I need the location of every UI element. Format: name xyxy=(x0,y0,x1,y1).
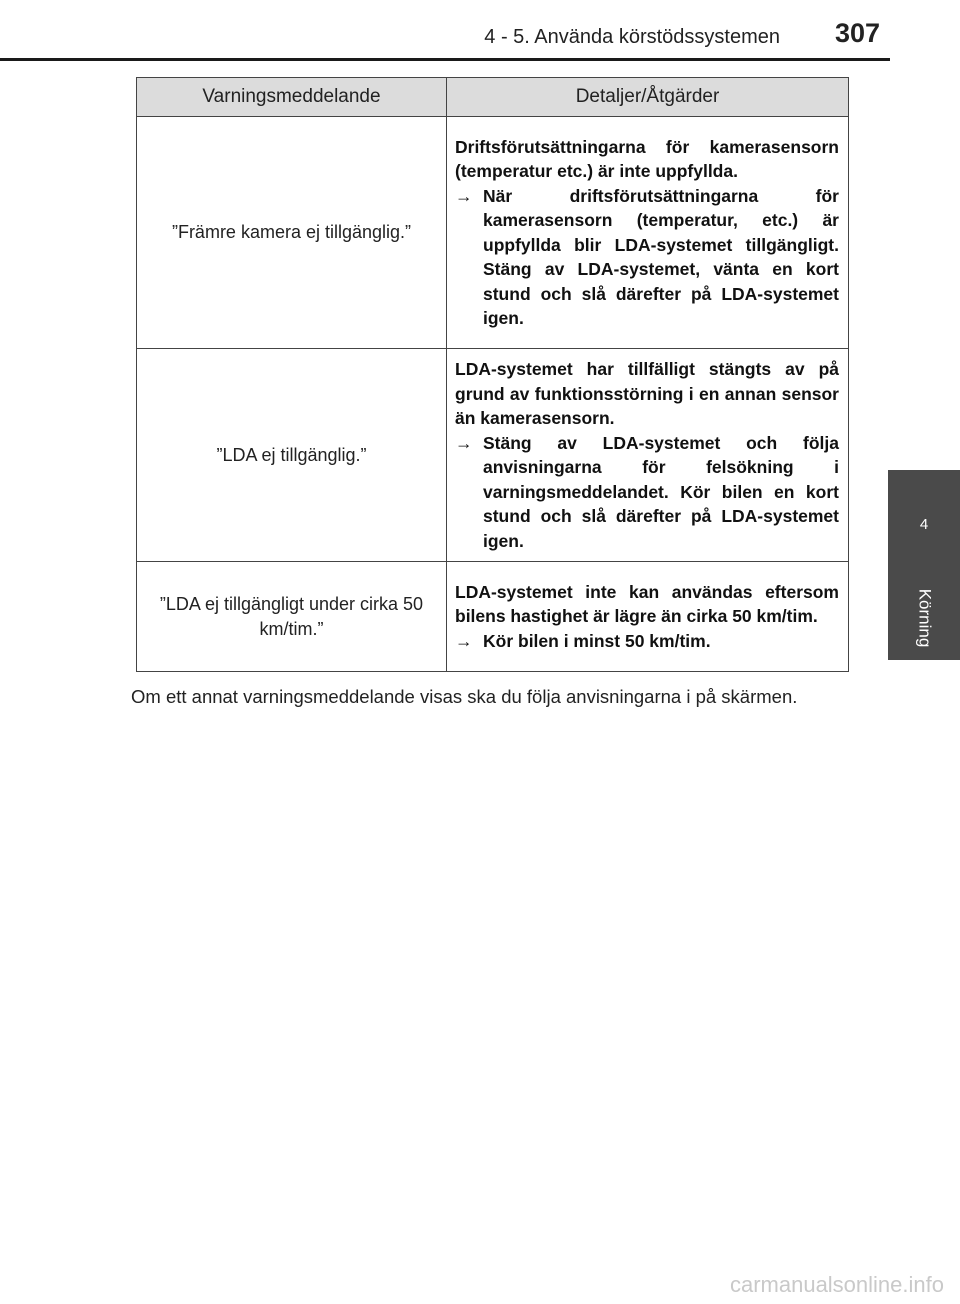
warning-detail: Driftsförutsättningarna för kamerasensorn (temperatur etc.) är inte uppfyllda. xyxy=(455,136,839,181)
warning-action xyxy=(455,629,839,654)
warning-action xyxy=(455,184,839,331)
column-header-message: Varningsmeddelande xyxy=(137,78,447,117)
table-row xyxy=(137,117,849,349)
warning-action-text: Stäng av LDA-systemet och följa anvisningarna för felsökning i varningsmeddelandet. Kör bilen en kort stund och slå därefter på LDA-systemet igen. xyxy=(483,432,839,551)
warning-action-text: När driftsförutsättningarna för kamerasensorn (temperatur, etc.) är uppfyllda blir LDA-systemet tillgängligt. Stäng av LDA-systemet, vänta en kort stund och slå därefter på LDA-systemet igen. xyxy=(483,185,839,328)
warning-details-cell xyxy=(447,562,849,672)
warning-details-cell xyxy=(447,117,849,349)
table-header-row xyxy=(137,78,849,117)
chapter-tab-label-wrapper xyxy=(888,578,960,658)
page-number: 307 xyxy=(834,18,880,48)
arrow-right-icon: → xyxy=(455,185,473,206)
warning-message: ”LDA ej tillgänglig.” xyxy=(137,349,447,562)
section-title: 4 - 5. Använda körstödssystemen xyxy=(484,26,780,48)
arrow-right-icon: → xyxy=(455,432,473,453)
warning-action xyxy=(455,431,839,554)
warning-message: ”Främre kamera ej tillgänglig.” xyxy=(137,117,447,349)
chapter-tab-number: 4 xyxy=(919,516,929,533)
table-row xyxy=(137,562,849,672)
warning-detail: LDA-systemet har tillfälligt stängts av på grund av funktionsstörning i en annan sensor än kamerasensorn. xyxy=(455,359,839,428)
warning-details-cell xyxy=(447,349,849,562)
header-divider xyxy=(0,58,890,61)
chapter-tab-label: Körning xyxy=(914,588,934,648)
column-header-details: Detaljer/Åtgärder xyxy=(447,78,849,117)
warning-table xyxy=(136,77,849,672)
warning-message: ”LDA ej tillgängligt under cirka 50 km/tim.” xyxy=(137,562,447,672)
arrow-right-icon: → xyxy=(455,630,473,651)
site-watermark: carmanualsonline.info xyxy=(729,1272,944,1297)
instruction-paragraph: Om ett annat varningsmeddelande visas ska du följa anvisningarna i på skärmen. xyxy=(131,686,798,707)
warning-action-text: Kör bilen i minst 50 km/tim. xyxy=(483,630,711,651)
warning-detail: LDA-systemet inte kan användas eftersom bilens hastighet är lägre än cirka 50 km/tim. xyxy=(455,581,839,627)
table-row xyxy=(137,349,849,562)
